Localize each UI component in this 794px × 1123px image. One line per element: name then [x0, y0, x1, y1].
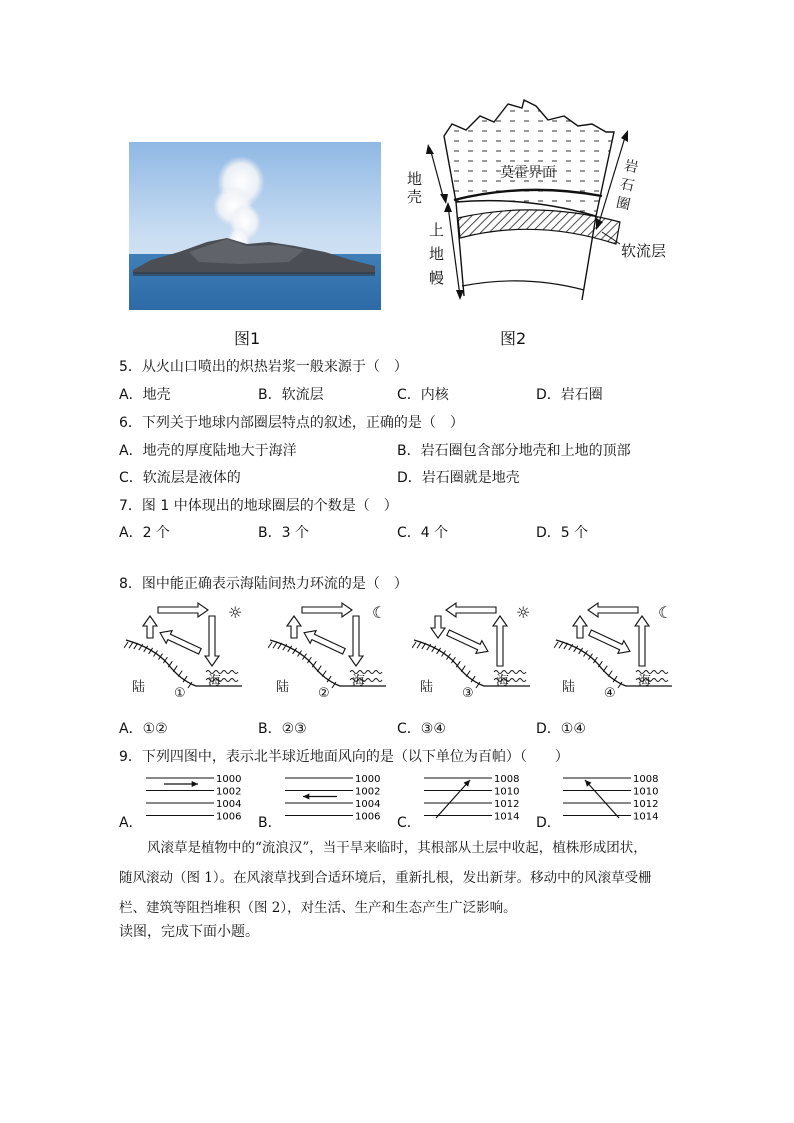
land-vertical-arrow	[143, 616, 157, 638]
q6-option-a: A．地壳的厚度陆地大于海洋	[119, 443, 297, 459]
circulation-diagram-3	[412, 600, 530, 704]
land-label: 陆	[562, 680, 576, 695]
top-air-arrow	[446, 603, 496, 617]
label-moho: 莫霍界面	[500, 165, 556, 181]
land-label: 陆	[420, 680, 434, 695]
isobar-value: 1002	[216, 786, 242, 798]
circulation-diagram-4	[554, 600, 672, 704]
q7-option-a: A．2 个	[119, 525, 170, 541]
sea-vertical-arrow	[493, 616, 507, 666]
diagram-number: ②	[318, 686, 330, 701]
top-air-arrow	[302, 603, 352, 617]
wind-arrow	[303, 793, 337, 799]
moon-icon: ☾	[372, 603, 386, 622]
q7-option-b: B．3 个	[258, 525, 309, 541]
surface-wind-arrow	[587, 626, 633, 657]
wind-arrow	[436, 780, 470, 818]
passage-line-3: 栏、建筑等阻挡堆积（图 2），对生活、生产和生态产生广泛影响。	[119, 900, 517, 916]
isobar-value: 1014	[494, 811, 520, 823]
isobar-value: 1000	[216, 774, 242, 785]
diagram-number: ④	[604, 686, 616, 701]
sea-label: 海	[352, 674, 366, 689]
q6-option-b: B．岩石圈包含部分地壳和上地的顶部	[397, 443, 631, 459]
q8-option-c: C．③④	[397, 721, 446, 737]
isobar-diagram-4	[533, 772, 669, 830]
q9-stem: 9．下列四图中，表示北半球近地面风向的是（以下单位为百帕）（ ）	[119, 749, 569, 765]
isobar-value: 1010	[494, 786, 520, 798]
surface-wind-arrow	[301, 626, 347, 657]
isobar-diagram-1	[116, 772, 252, 830]
isobar-value: 1008	[494, 774, 520, 785]
q5-option-d: D．岩石圈	[536, 387, 603, 403]
q8-option-d: D．①④	[536, 721, 586, 737]
figure-2-caption: 图2	[500, 329, 527, 348]
figure-1-caption: 图1	[234, 329, 261, 348]
circulation-diagram-2	[268, 600, 386, 704]
q6-option-d: D．岩石圈就是地壳	[397, 470, 520, 486]
surface-wind-arrow	[157, 626, 203, 657]
isobar-value: 1002	[355, 786, 381, 798]
isobar-value: 1006	[216, 811, 242, 823]
land-label: 陆	[276, 680, 290, 695]
top-air-arrow	[588, 603, 638, 617]
moon-icon: ☾	[658, 603, 672, 622]
isobar-value: 1006	[355, 811, 381, 823]
isobar-value: 1008	[633, 774, 659, 785]
isobar-value: 1014	[633, 811, 659, 823]
q7-option-d: D．5 个	[536, 525, 589, 541]
q5-option-a: A．地壳	[119, 387, 171, 403]
q5-stem: 5．从火山口喷出的炽热岩浆一般来源于（ ）	[119, 359, 408, 375]
q6-option-c: C．软流层是液体的	[119, 470, 241, 486]
label-crust: 地壳	[407, 170, 423, 206]
label-lithosphere: 岩石圈	[614, 157, 640, 214]
q6-stem: 6．下列关于地球内部圈层特点的叙述，正确的是（ ）	[119, 415, 464, 431]
isobar-diagrams	[116, 772, 676, 830]
q5-option-c: C．内核	[397, 387, 449, 403]
passage-instruction: 读图，完成下面小题。	[119, 924, 259, 940]
sun-icon: ☼	[516, 603, 530, 622]
sea-vertical-arrow	[349, 616, 363, 666]
sea-vertical-arrow	[635, 616, 649, 666]
passage-line-1: 风滚草是植物中的“流浪汉”，当干旱来临时，其根部从土层中收起，植株形成团状，	[147, 840, 647, 856]
sea-label: 海	[496, 674, 510, 689]
wind-arrow	[585, 780, 619, 818]
wind-arrow	[164, 781, 198, 787]
diagram-number: ①	[174, 686, 186, 701]
diagram-number: ③	[462, 686, 474, 701]
land-vertical-arrow	[573, 616, 587, 638]
passage-line-2: 随风滚动（图 1）。在风滚草找到合适环境后，重新扎根，发出新芽。移动中的风滚草受栅	[119, 870, 652, 886]
isobar-value: 1010	[633, 786, 659, 798]
label-upper-mantle: 上地幔	[429, 221, 445, 287]
land-vertical-arrow	[287, 616, 301, 638]
isobar-value: 1004	[216, 799, 242, 810]
volcano-photo	[129, 142, 381, 310]
sun-icon: ☼	[228, 603, 242, 622]
top-air-arrow	[158, 603, 208, 617]
q8-stem: 8．图中能正确表示海陆间热力环流的是（ ）	[119, 576, 408, 592]
sea-label: 海	[208, 674, 222, 689]
isobar-diagram-2	[255, 772, 391, 830]
isobar-value: 1012	[494, 799, 520, 810]
circulation-diagram-1	[124, 600, 242, 704]
isobar-value: 1000	[355, 774, 381, 785]
isobar-diagram-3	[394, 772, 530, 830]
isobar-value: 1012	[633, 799, 659, 810]
land-vertical-arrow	[431, 616, 445, 638]
land-label: 陆	[132, 680, 146, 695]
surface-wind-arrow	[445, 626, 491, 657]
label-asthenosphere: 软流层	[621, 242, 667, 260]
q8-option-a: A．①②	[119, 721, 168, 737]
sea-vertical-arrow	[205, 616, 219, 666]
q7-stem: 7．图 1 中体现出的地球圈层的个数是（ ）	[119, 498, 398, 514]
circulation-diagrams	[124, 600, 672, 704]
isobar-option-letter: D．	[536, 815, 561, 831]
q8-option-b: B．②③	[258, 721, 307, 737]
isobar-value: 1004	[355, 799, 381, 810]
q7-option-c: C．4 个	[397, 525, 449, 541]
sea-label: 海	[638, 674, 652, 689]
isobar-option-letter: B．	[258, 815, 282, 831]
isobar-option-letter: C．	[397, 815, 421, 831]
q5-option-b: B．软流层	[258, 387, 324, 403]
isobar-option-letter: A．	[119, 815, 143, 831]
